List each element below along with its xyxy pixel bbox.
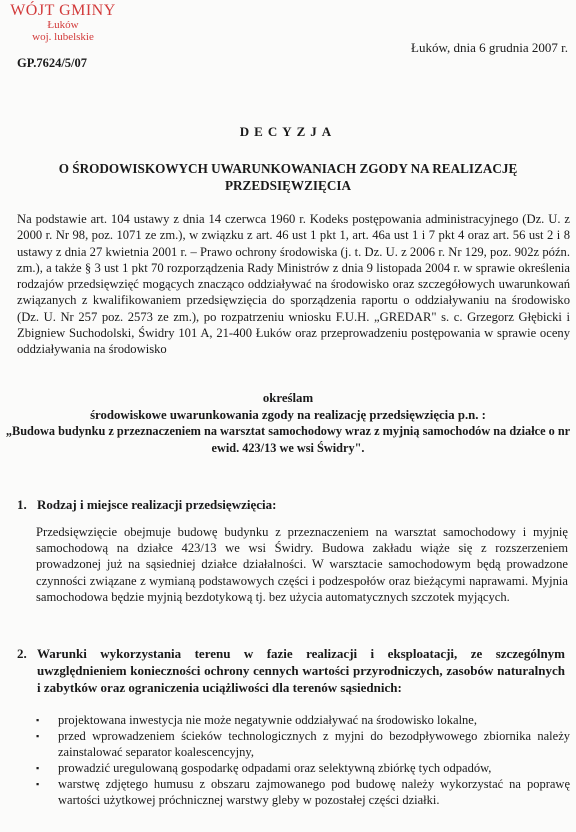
decision-verb: określam [262,391,314,405]
office-stamp [2,2,124,43]
section-1-number: 1. [17,497,27,512]
decision-intro: środowiskowe uwarunkowania zgody na realizację przedsięwzięcia p.n. : [90,407,486,422]
list-item [36,728,570,760]
section-1-title: Rodzaj i miejsce realizacji przedsięwzięcia: [37,497,277,512]
bullet-icon: ▪ [36,779,40,789]
bullet-text: projektowana inwestycja nie może negatywnie oddziaływać na środowisko lokalne, [58,713,477,727]
list-item [36,776,570,808]
place-and-date: Łuków, dnia 6 grudnia 2007 r. [411,40,568,55]
bullet-icon: ▪ [36,731,40,741]
decision-block [0,390,576,456]
bullet-text: przed wprowadzeniem ścieków technologicznych z myjni do bezodpływowego zbiornika należy zainstalować separator koalescencyjny, [58,729,570,759]
bullet-icon: ▪ [36,715,40,725]
bullet-icon: ▪ [36,763,40,773]
stamp-line-1: WÓJT GMINY [10,2,116,19]
section-1-body: Przedsięwzięcie obejmuje budowę budynku z przeznaczeniem na warsztat samochodowy i myjnię samochodową na działce 423/13 we wsi Świdry. Budowa zakładu wiąże się z rozszerzeniem prowadzonej już na sąsiedniej działce działalności. W warsztacie samochodowym będą prowadzone czynności związane z wymianą podstawowych części i podzespołów oraz bieżącymi naprawami. Myjnia samochodowa będzie myjnią bezdotykową tj. bez użycia automatycznych szczotek myjących. [36,525,568,604]
section-2-number: 2. [17,646,27,661]
bullet-text: prowadzić uregulowaną gospodarkę odpadami oraz selektywną zbiórkę tych odpadów, [58,761,492,775]
bullet-text: warstwę zdjętego humusu z obszaru zajmowanego pod budowę należy wykorzystać na poprawę wartości użytkowej próchnicznej warstwy gleby w pozostałej części działki. [58,777,570,807]
section-2-heading [17,645,569,696]
project-name: „Budowa budynku z przeznaczeniem na warsztat samochodowy wraz z myjnią samochodów na działce o nr ewid. 423/13 we wsi Świdry". [5,424,571,455]
section-2-bullet-list [36,712,570,808]
list-item [36,760,570,776]
list-item [36,712,570,728]
document-title: DECYZJA [239,124,337,139]
legal-basis-paragraph: Na podstawie art. 104 ustawy z dnia 14 czerwca 1960 r. Kodeks postępowania administracyjnego (Dz. U. z 2000 r. Nr 98, poz. 1071 ze zm.), w związku z art. 46 ust 1 pkt 1, art. 46a ust 1 i 7 pkt 4 oraz art. 56 ust 2 i 8 ustawy z dnia 27 kwietnia 2001 r. – Prawo ochrony środowiska (j. t. Dz. U. z 2006 r. Nr 129, poz. 902z późn. zm.), a także § 3 ust 1 pkt 70 rozporządzenia Rady Ministrów z dnia 9 listopada 2004 r. w sprawie określenia rodzajów przedsięwzięć mogących znacząco oddziaływać na środowisko oraz szczegółowych uwarunkowań związanych z kwalifikowaniem przedsięwzięcia do sporządzenia raportu o oddziaływaniu na środowisko (Dz. U. Nr 257 poz. 2573 ze zm.), po rozpatrzeniu wniosku F.U.H. „GREDAR" s. c. Grzegorz Głębicki i Zbigniew Suchodolski, Świdry 101 A, 21-400 Łuków oraz przeprowadzeniu postępowania w sprawie oceny oddziaływania na środowisko [17,212,570,357]
stamp-line-2: Łuków [47,19,79,31]
section-2-title: Warunki wykorzystania terenu w fazie realizacji i eksploatacji, ze szczególnym uwzględnieniem konieczności ochrony cennych wartości przyrodniczych, zasobów naturalnych i zabytków oraz ograniczenia uciążliwości dla terenów sąsiednich: [37,646,565,695]
case-reference: GP.7624/5/07 [17,56,88,70]
section-1-heading [17,497,276,513]
document-subtitle: O ŚRODOWISKOWYCH UWARUNKOWANIACH ZGODY NA REALIZACJĘ PRZEDSIĘWZIĘCIA [58,161,518,193]
stamp-line-3: woj. lubelskie [32,31,94,43]
